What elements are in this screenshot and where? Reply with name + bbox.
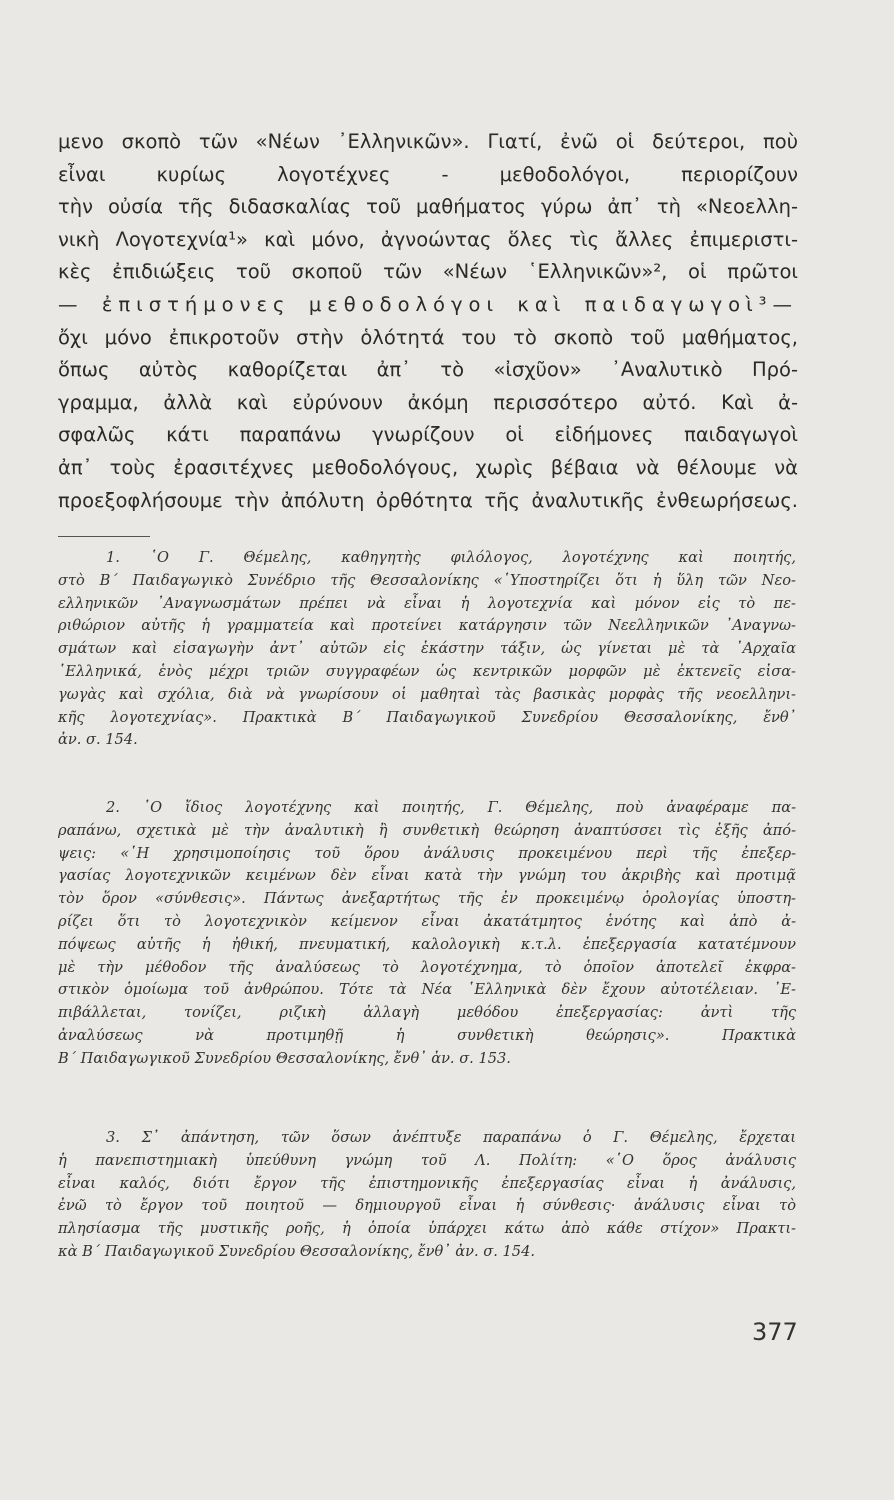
footnote-line: πλησίασμα τῆς μυστικῆς ροῆς, ἡ ὁποία ὑπάρχει κάτω ἀπὸ κάθε στίχον» Πρακτι- (58, 1220, 796, 1238)
footnote-separator (58, 536, 150, 537)
footnote-line: 3. Σ᾿ ἀπάντηση, τῶν ὅσων ἀνέπτυξε παραπάνω ὁ Γ. Θέμελης, ἔρχεται (106, 1129, 796, 1146)
main-line: προεξοφλήσουμε τὴν ἀπόλυτη ὀρθότητα τῆς ἀναλυτικῆς ἐνθεωρήσεως. (58, 488, 798, 512)
main-line: σφαλῶς κάτι παραπάνω γνωρίζουν οἱ εἰδήμονες παιδαγωγοὶ (58, 423, 798, 447)
footnote-line: ραπάνω, σχετικὰ μὲ τὴν ἀναλυτικὴ ἢ συνθετικὴ θεώρηση ἀναπτύσσει τὶς ἑξῆς ἀπό- (58, 821, 796, 839)
main-line: ὄχι μόνο ἐπικροτοῦν στὴν ὁλότητά του τὸ σκοπὸ τοῦ μαθήματος, (58, 325, 798, 349)
footnote-line: κὰ Β´ Παιδαγωγικοῦ Συνεδρίου Θεσσαλονίκης, ἔνθ᾿ ἀν. σ. 154. (58, 1242, 536, 1260)
main-line: τὴν οὐσία τῆς διδασκαλίας τοῦ μαθήματος γύρω ἀπ᾿ τὴ «Νεοελλη- (58, 195, 798, 219)
footnote-line: ἐνῶ τὸ ἔργον τοῦ ποιητοῦ — δημιουργοῦ εἶναι ἡ σύνθεσις· ἀνάλυσις εἶναι τὸ (58, 1197, 796, 1215)
page-number: 377 (752, 1318, 798, 1346)
main-line: κὲς ἐπιδιώξεις τοῦ σκοποῦ τῶν «Νέων ῾Ελληνικῶν»², οἱ πρῶτοι (58, 260, 798, 284)
footnote-line: ἀναλύσεως νὰ προτιμηθῇ ἡ συνθετικὴ θεώρησις». Πρακτικὰ (58, 1026, 796, 1044)
footnote-line: Β´ Παιδαγωγικοῦ Συνεδρίου Θεσσαλονίκης, ἔνθ᾿ ἀν. σ. 153. (58, 1049, 511, 1067)
footnote-3 (58, 1127, 796, 1264)
main-line: ἀπ᾿ τοὺς ἐρασιτέχνες μεθοδολόγους, χωρὶς βέβαια νὰ θέλουμε νὰ (58, 455, 798, 479)
footnote-line: ἡ πανεπιστημιακὴ ὑπεύθυνη γνώμη τοῦ Λ. Πολίτη: «῾Ο ὅρος ἀνάλυσις (58, 1151, 796, 1169)
footnote-line: 1. ῾Ο Γ. Θέμελης, καθηγητὴς φιλόλογος, λογοτέχνης καὶ ποιητής, (106, 549, 796, 566)
footnote-line: μὲ τὴν μέθοδον τῆς ἀναλύσεως τὸ λογοτέχνημα, τὸ ὁποῖον ἀποτελεῖ ἐκφρα- (58, 958, 796, 976)
footnote-line: ἀν. σ. 154. (58, 731, 138, 749)
main-paragraph (58, 126, 798, 517)
footnote-2 (58, 797, 796, 1071)
footnote-line: εἶναι καλός, διότι ἔργον τῆς ἐπιστημονικῆς ἐπεξεργασίας εἶναι ἡ ἀνάλυσις, (58, 1174, 796, 1192)
footnote-line: στικὸν ὁμοίωμα τοῦ ἀνθρώπου. Τότε τὰ Νέα ῾Ελληνικὰ δὲν ἔχουν αὐτοτέλειαν. ᾿Ε- (58, 981, 796, 999)
main-line: — ἐπιστήμονες μεθοδολόγοι καὶ παιδαγωγοὶ³— (58, 292, 798, 316)
footnote-1 (58, 547, 796, 752)
footnote-line: σμάτων καὶ εἰσαγωγὴν ἀντ᾿ αὐτῶν εἰς ἑκάστην τάξιν, ὡς γίνεται μὲ τὰ ᾿Αρχαῖα (58, 640, 796, 658)
main-line: νικὴ Λογοτεχνία¹» καὶ μόνο, ἀγνοώντας ὅλες τὶς ἄλλες ἐπιμεριστι- (58, 227, 798, 251)
footnote-line: ρίζει ὅτι τὸ λογοτεχνικὸν κείμενον εἶναι ἀκατάτμητος ἑνότης καὶ ἀπὸ ἀ- (58, 912, 796, 930)
footnote-line: 2. ῾Ο ἴδιος λογοτέχνης καὶ ποιητής, Γ. Θέμελης, ποὺ ἀναφέραμε πα- (106, 799, 796, 816)
footnote-line: ελληνικῶν ᾿Αναγνωσμάτων πρέπει νὰ εἶναι ἡ λογοτεχνία καὶ μόνον εἰς τὸ πε- (58, 594, 796, 612)
footnote-line: ψεις: «῾Η χρησιμοποίησις τοῦ ὅρου ἀνάλυσις προκειμένου περὶ τῆς ἐπεξερ- (58, 844, 796, 862)
main-line: εἶναι κυρίως λογοτέχνες - μεθοδολόγοι, περιορίζουν (58, 162, 798, 186)
main-line: ὅπως αὐτὸς καθορίζεται ἀπ᾿ τὸ «ἰσχῦον» ᾿Αναλυτικὸ Πρό- (58, 358, 798, 382)
footnote-line: στὸ Β´ Παιδαγωγικὸ Συνέδριο τῆς Θεσσαλονίκης «῾Υποστηρίζει ὅτι ἡ ὕλη τῶν Νεο- (58, 571, 796, 589)
footnote-line: πόψεως αὐτῆς ἡ ἠθική, πνευματική, καλολογικὴ κ.τ.λ. ἐπεξεργασία κατατέμνουν (58, 935, 796, 953)
main-line: γραμμα, ἀλλὰ καὶ εὐρύνουν ἀκόμη περισσότερο αὐτό. Καὶ ἀ- (58, 390, 798, 414)
footnote-line: πιβάλλεται, τονίζει, ριζικὴ ἀλλαγὴ μεθόδου ἐπεξεργασίας: ἀντὶ τῆς (58, 1004, 796, 1022)
footnote-line: τὸν ὅρον «σύνθεσις». Πάντως ἀνεξαρτήτως τῆς ἐν προκειμένῳ ὁρολογίας ὑποστη- (58, 890, 796, 908)
main-line: μενο σκοπὸ τῶν «Νέων ᾿Ελληνικῶν». Γιατί, ἐνῶ οἱ δεύτεροι, ποὺ (58, 130, 798, 153)
footnote-line: γασίας λογοτεχνικῶν κειμένων δὲν εἶναι κατὰ τὴν γνώμη του ἀκριβὴς καὶ προτιμᾷ (58, 867, 796, 885)
footnote-line: ῾Ελληνικά, ἑνὸς μέχρι τριῶν συγγραφέων ὡς κεντρικῶν μορφῶν μὲ ἐκτενεῖς εἰσα- (58, 662, 796, 680)
footnote-line: ριθώριον αὐτῆς ἡ γραμματεία καὶ προτείνει κατάργησιν τῶν Νεελληνικῶν ᾿Αναγνω- (58, 617, 796, 635)
footnote-line: κῆς λογοτεχνίας». Πρακτικὰ Β´ Παιδαγωγικοῦ Συνεδρίου Θεσσαλονίκης, ἔνθ᾿ (58, 708, 796, 726)
footnote-line: γωγὰς καὶ σχόλια, διὰ νὰ γνωρίσουν οἱ μαθηταὶ τὰς βασικὰς μορφὰς τῆς νεοελληνι- (58, 685, 796, 703)
